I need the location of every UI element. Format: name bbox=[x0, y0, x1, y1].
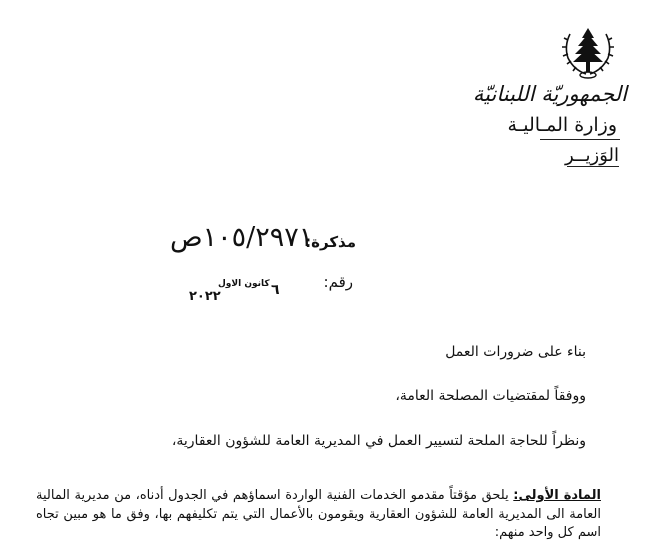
ministry-name: وزارة المـاليـة bbox=[507, 114, 617, 136]
article-one-text: يلحق مؤقتاً مقدمو الخدمات الفنية الواردة اسماؤهم في الجدول أدناه، من مديرية المالية العامة الى المديرية العامة للشؤون العقارية ويقومون بالأعمال التي يتم تكليفهم بها، وفق ما هو مبين تجاه اسم كل واحد منهم: bbox=[36, 488, 601, 540]
ministry-underline bbox=[540, 139, 620, 140]
minister-underline bbox=[567, 166, 619, 167]
minister-title: الوَزيــر bbox=[565, 145, 619, 166]
republic-name: الجمهوريّة اللبنانيّة bbox=[472, 82, 627, 106]
article-one-title: المادة الأولى: bbox=[513, 488, 601, 503]
paragraph-urgent-need: ونظراً للحاجة الملحة لتسيير العمل في المديرية العامة للشؤون العقارية، bbox=[171, 433, 586, 449]
article-one bbox=[36, 487, 601, 543]
cedar-emblem-icon bbox=[560, 22, 616, 80]
number-label: رقم: bbox=[323, 273, 353, 291]
memo-number: ١٠٥/٢٩٧١ص bbox=[170, 222, 314, 253]
paragraph-work-necessity: بناء على ضرورات العمل bbox=[445, 344, 586, 360]
date-day: ٦ bbox=[271, 282, 280, 298]
memo-label: مذكرة: bbox=[305, 233, 356, 251]
date-year: ٢٠٢٢ bbox=[189, 289, 221, 304]
paragraph-public-interest: ووفقاً لمقتضيات المصلحة العامة، bbox=[395, 388, 586, 404]
date-month: كانون الاول bbox=[218, 279, 270, 289]
